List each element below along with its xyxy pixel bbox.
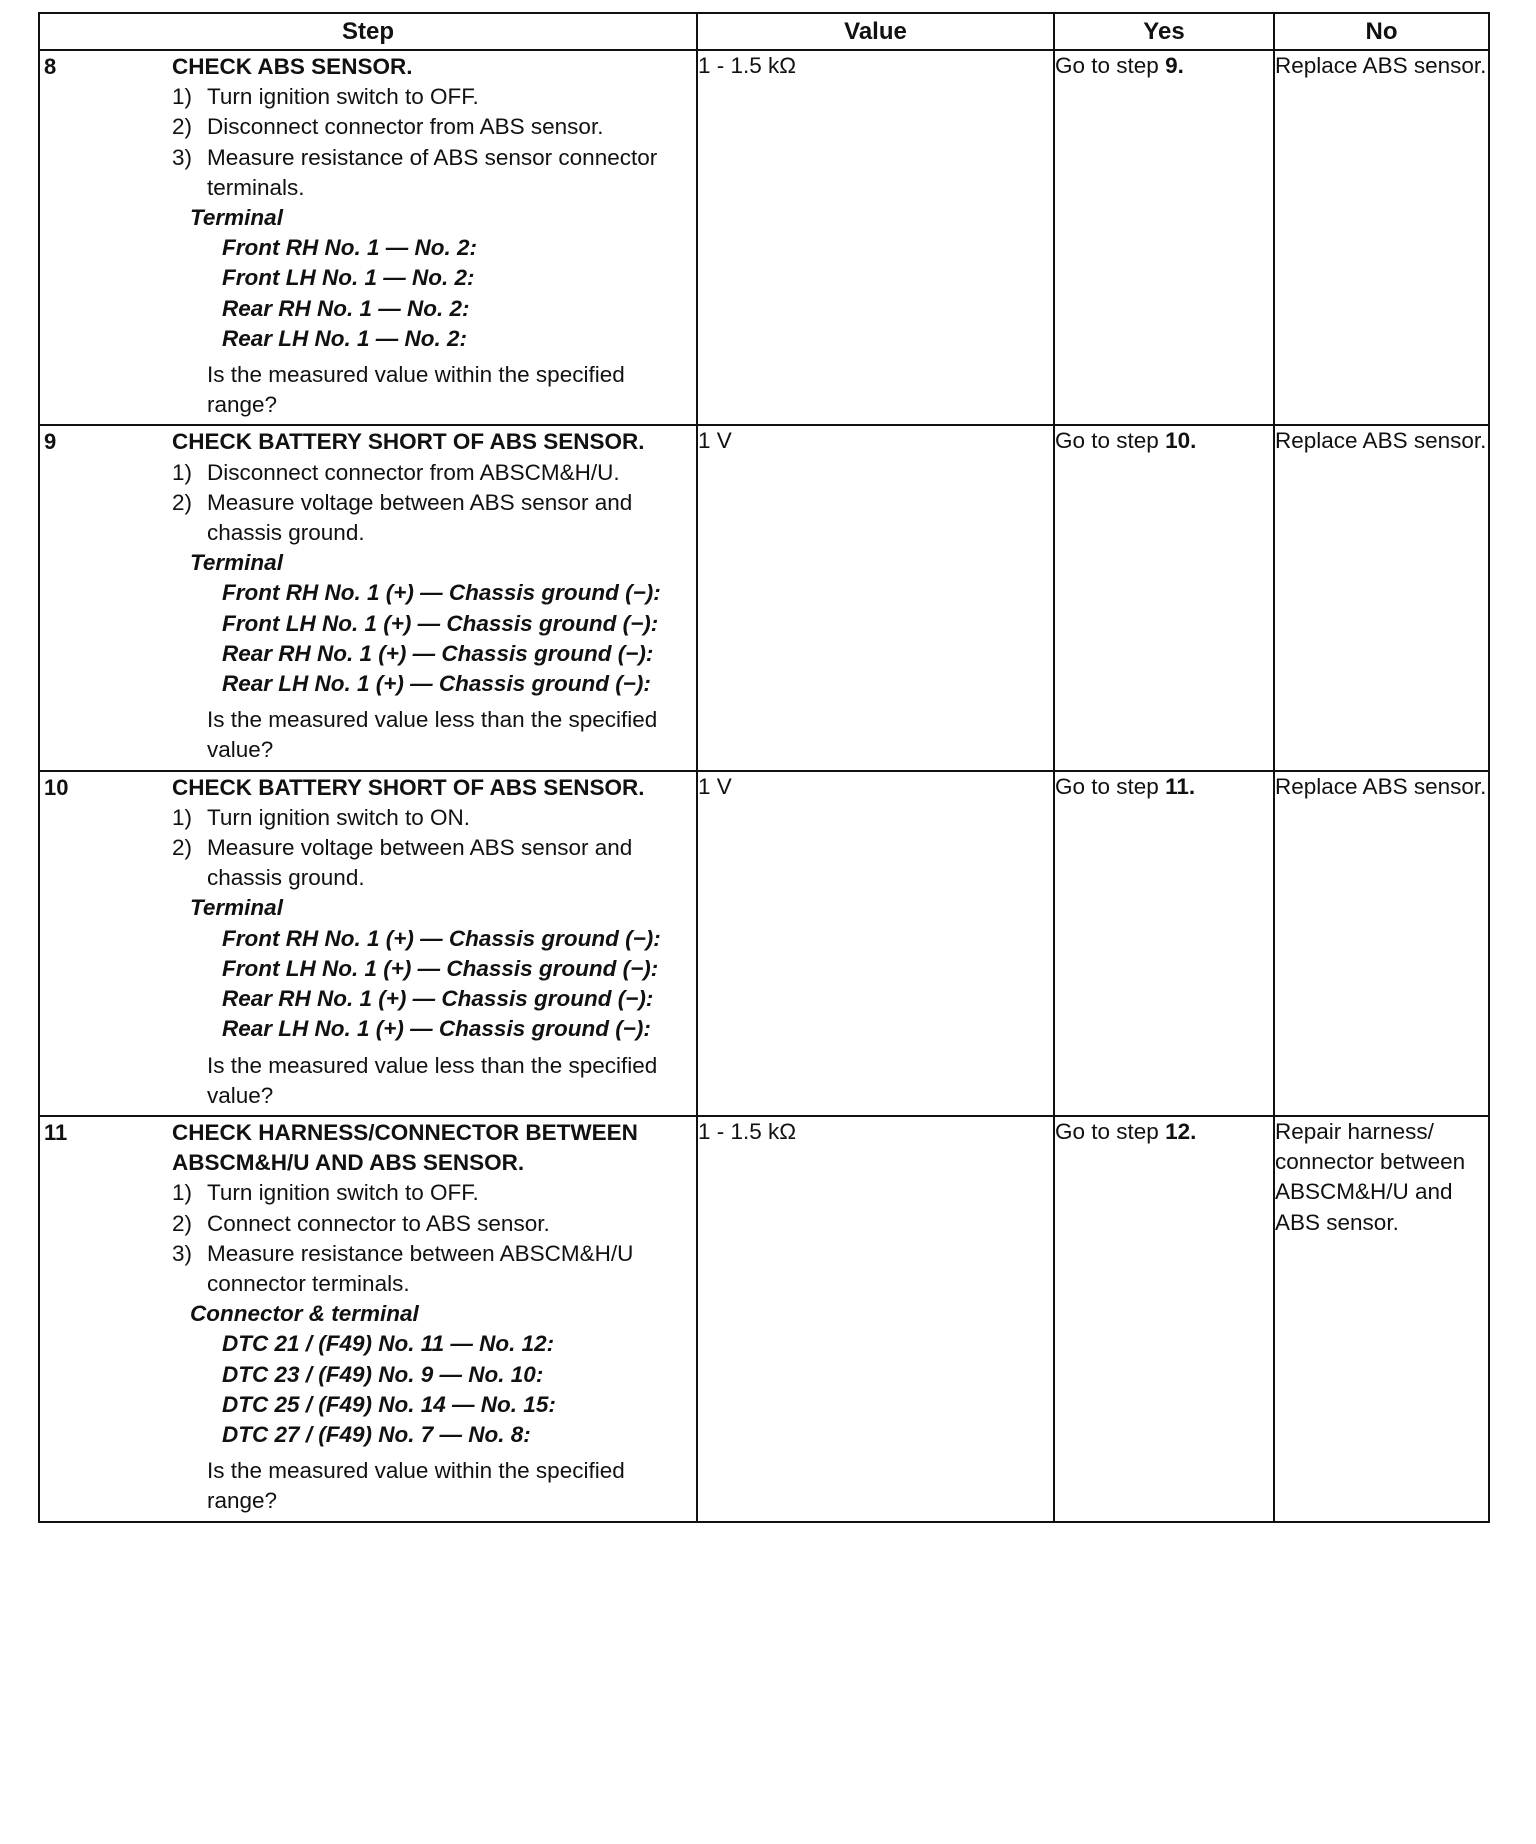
terminal-item: Front LH No. 1 (+) — Chassis ground (−): bbox=[222, 610, 659, 636]
yes-cell bbox=[1054, 425, 1274, 770]
table-header-row bbox=[39, 13, 1489, 50]
substep-item bbox=[172, 1178, 692, 1208]
substep-text: Disconnect connector from ABS sensor. bbox=[207, 114, 604, 140]
step-body bbox=[164, 772, 696, 1115]
substep-item bbox=[172, 82, 692, 112]
step-question: Is the measured value within the specified range? bbox=[207, 362, 625, 418]
substep-item bbox=[172, 1209, 692, 1239]
yes-text: Go to step bbox=[1055, 773, 1166, 799]
substep-text: Measure voltage between ABS sensor and chassis ground. bbox=[207, 835, 633, 891]
substep-text: Turn ignition switch to OFF. bbox=[207, 84, 479, 110]
yes-cell bbox=[1054, 1116, 1274, 1522]
substep-item bbox=[172, 1239, 692, 1299]
substep-item bbox=[172, 112, 692, 142]
substep-text: Measure resistance of ABS sensor connector terminals. bbox=[207, 144, 658, 200]
substep-number: 1) bbox=[172, 1180, 193, 1206]
terminal-item: Rear RH No. 1 (+) — Chassis ground (−): bbox=[222, 640, 654, 666]
step-title: CHECK HARNESS/CONNECTOR BETWEEN ABSCM&H/U AND ABS SENSOR. bbox=[172, 1119, 638, 1176]
substep-number: 1) bbox=[172, 459, 193, 485]
step-cell-content bbox=[40, 1117, 696, 1521]
terminal-label: Terminal bbox=[190, 895, 283, 921]
diagnostic-document bbox=[38, 12, 1488, 1523]
diagnostic-table bbox=[38, 12, 1490, 1523]
terminal-item: Rear LH No. 1 (+) — Chassis ground (−): bbox=[222, 671, 651, 697]
header-no: No bbox=[1274, 13, 1489, 50]
substep-item bbox=[172, 803, 692, 833]
terminal-item: Rear RH No. 1 (+) — Chassis ground (−): bbox=[222, 986, 654, 1012]
yes-step-number: 11. bbox=[1165, 773, 1196, 799]
substep-text: Disconnect connector from ABSCM&H/U. bbox=[207, 459, 620, 485]
no-cell: Repair harness/ connector between ABSCM&H/U and ABS sensor. bbox=[1274, 1116, 1489, 1522]
no-cell: Replace ABS sensor. bbox=[1274, 771, 1489, 1116]
no-cell: Replace ABS sensor. bbox=[1274, 425, 1489, 770]
step-title: CHECK ABS SENSOR. bbox=[172, 54, 413, 79]
terminal-item: DTC 27 / (F49) No. 7 — No. 8: bbox=[222, 1421, 531, 1447]
terminal-item: Front RH No. 1 (+) — Chassis ground (−): bbox=[222, 580, 661, 606]
step-title: CHECK BATTERY SHORT OF ABS SENSOR. bbox=[172, 774, 645, 800]
terminal-item: Front LH No. 1 (+) — Chassis ground (−): bbox=[222, 955, 659, 981]
yes-text: Go to step bbox=[1055, 428, 1166, 454]
substep-item bbox=[172, 488, 692, 548]
terminal-item: Front RH No. 1 (+) — Chassis ground (−): bbox=[222, 925, 661, 951]
substep-number: 2) bbox=[172, 1210, 193, 1236]
step-title: CHECK BATTERY SHORT OF ABS SENSOR. bbox=[172, 429, 645, 455]
substep-item bbox=[172, 143, 692, 203]
table-row bbox=[39, 771, 1489, 1116]
substep-number: 3) bbox=[172, 1240, 193, 1266]
step-question: Is the measured value within the specified range? bbox=[207, 1458, 625, 1514]
step-question: Is the measured value less than the specified value? bbox=[207, 707, 658, 763]
terminal-label: Connector & terminal bbox=[190, 1301, 419, 1327]
table-body bbox=[39, 50, 1489, 1522]
yes-step-number: 12. bbox=[1165, 1118, 1197, 1144]
terminal-item: Rear RH No. 1 — No. 2: bbox=[222, 295, 470, 321]
value-cell: 1 V bbox=[697, 771, 1054, 1116]
terminal-item: DTC 21 / (F49) No. 11 — No. 12: bbox=[222, 1331, 555, 1357]
yes-cell bbox=[1054, 50, 1274, 425]
step-cell-content bbox=[40, 772, 696, 1115]
yes-text: Go to step bbox=[1055, 53, 1166, 78]
substep-text: Connect connector to ABS sensor. bbox=[207, 1210, 550, 1236]
substep-number: 2) bbox=[172, 835, 193, 861]
header-value: Value bbox=[697, 13, 1054, 50]
yes-cell bbox=[1054, 771, 1274, 1116]
substep-number: 2) bbox=[172, 489, 193, 515]
step-number: 8 bbox=[44, 54, 57, 79]
terminal-label: Terminal bbox=[190, 550, 283, 576]
substep-number: 1) bbox=[172, 84, 193, 110]
terminal-item: Rear LH No. 1 — No. 2: bbox=[222, 325, 468, 351]
step-question: Is the measured value less than the specified value? bbox=[207, 1052, 658, 1108]
step-body bbox=[164, 426, 696, 769]
step-number: 11 bbox=[44, 1119, 68, 1145]
substep-text: Turn ignition switch to ON. bbox=[207, 804, 471, 830]
table-row bbox=[39, 425, 1489, 770]
substep-text: Measure voltage between ABS sensor and chassis ground. bbox=[207, 489, 633, 546]
terminal-item: Front RH No. 1 — No. 2: bbox=[222, 235, 477, 261]
table-row bbox=[39, 1116, 1489, 1522]
step-cell-content bbox=[40, 51, 696, 424]
step-cell bbox=[39, 50, 697, 425]
value-cell: 1 - 1.5 kΩ bbox=[697, 1116, 1054, 1522]
terminal-label: Terminal bbox=[190, 205, 283, 231]
yes-text: Go to step bbox=[1055, 1118, 1166, 1144]
header-step: Step bbox=[39, 13, 697, 50]
substep-number: 3) bbox=[172, 144, 193, 170]
step-cell bbox=[39, 1116, 697, 1522]
substep-number: 1) bbox=[172, 804, 193, 830]
substep-text: Measure resistance between ABSCM&H/U connector terminals. bbox=[207, 1240, 634, 1296]
substep-item bbox=[172, 833, 692, 893]
value-cell: 1 - 1.5 kΩ bbox=[697, 50, 1054, 425]
step-cell-content bbox=[40, 426, 696, 769]
step-cell bbox=[39, 425, 697, 770]
step-number: 9 bbox=[44, 429, 57, 455]
step-cell bbox=[39, 771, 697, 1116]
yes-step-number: 10. bbox=[1165, 428, 1197, 454]
substep-item bbox=[172, 458, 692, 488]
table-row bbox=[39, 50, 1489, 425]
step-body bbox=[164, 1117, 696, 1521]
value-cell: 1 V bbox=[697, 425, 1054, 770]
substep-number: 2) bbox=[172, 114, 193, 140]
step-body bbox=[164, 51, 696, 424]
terminal-item: Rear LH No. 1 (+) — Chassis ground (−): bbox=[222, 1016, 651, 1042]
step-number: 10 bbox=[44, 774, 69, 800]
header-yes: Yes bbox=[1054, 13, 1274, 50]
yes-step-number: 9. bbox=[1165, 53, 1184, 78]
terminal-item: DTC 23 / (F49) No. 9 — No. 10: bbox=[222, 1361, 544, 1387]
terminal-item: Front LH No. 1 — No. 2: bbox=[222, 265, 475, 291]
terminal-item: DTC 25 / (F49) No. 14 — No. 15: bbox=[222, 1391, 556, 1417]
substep-text: Turn ignition switch to OFF. bbox=[207, 1180, 479, 1206]
no-cell: Replace ABS sensor. bbox=[1274, 50, 1489, 425]
